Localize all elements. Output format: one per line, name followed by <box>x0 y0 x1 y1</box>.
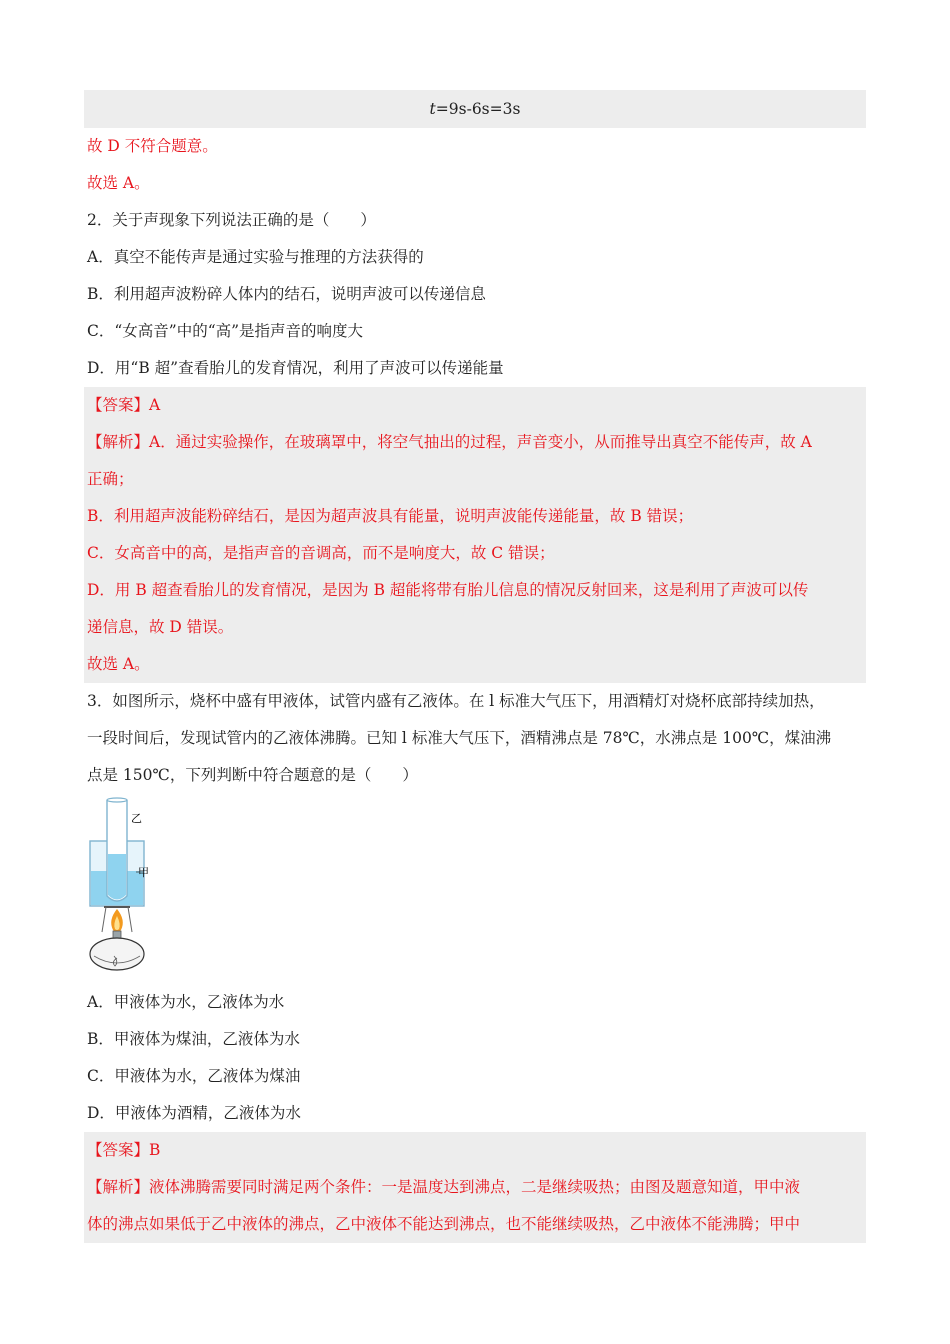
q3-answer: 【答案】B <box>87 1141 161 1159</box>
q1-d-note: 故 D 不符合题意。 <box>87 137 218 155</box>
tube-label: 乙 <box>131 812 142 825</box>
formula-expression: =9s-6s=3s <box>435 100 521 118</box>
q1-choice: 故选 A。 <box>87 174 150 192</box>
q2-analysis-line: 正确； <box>87 470 134 488</box>
q2-analysis-line: C．女高音中的高，是指声音的音调高，而不是响度大，故 C 错误； <box>87 544 555 562</box>
formula-block <box>84 90 866 128</box>
q3-option-a: A．甲液体为水，乙液体为水 <box>87 993 285 1011</box>
beaker-figure <box>84 794 866 984</box>
analysis-label: 【解析】 <box>87 1178 150 1196</box>
q2-analysis-line: D．用 B 超查看胎儿的发育情况，是因为 B 超能将带有胎儿信息的情况反射回来，这是利用了声波可以传 <box>87 581 809 599</box>
q2-answer: 【答案】A <box>87 396 161 414</box>
tube-liquid <box>108 854 126 900</box>
document-page <box>84 90 866 1243</box>
analysis-text: A．通过实验操作，在玻璃罩中，将空气抽出的过程，声音变小，从而推导出真空不能传声，故 A <box>149 433 812 451</box>
q2-choice: 故选 A。 <box>87 655 150 673</box>
stand-leg <box>128 907 132 932</box>
stand-leg <box>102 907 106 932</box>
q3-analysis-line: 体的沸点如果低于乙中液体的沸点，乙中液体不能达到沸点，也不能继续吸热，乙中液体不能沸腾；甲中 <box>87 1215 801 1233</box>
q2-stem: 2．关于声现象下列说法正确的是（ ） <box>87 211 376 229</box>
q3-option-c: C．甲液体为水，乙液体为煤油 <box>87 1067 301 1085</box>
q3-stem-line: 一段时间后，发现试管内的乙液体沸腾。已知 l 标准大气压下，酒精沸点是 78℃，水沸点是 100℃，煤油沸 <box>87 729 832 747</box>
q2-analysis-line: B．利用超声波能粉碎结石，是因为超声波具有能量，说明声波能传递能量，故 B 错误； <box>87 507 694 525</box>
beaker-heating-diagram <box>84 794 174 984</box>
q3-stem-line: 点是 150℃，下列判断中符合题意的是（ ） <box>87 766 418 784</box>
q2-option-b: B．利用超声波粉碎人体内的结石，说明声波可以传递信息 <box>87 285 486 303</box>
q2-option-c: C．“女高音”中的“高”是指声音的响度大 <box>87 322 364 340</box>
q3-analysis-line <box>84 1169 866 1206</box>
formula-variable: t <box>429 100 436 118</box>
q2-option-d: D．用“B 超”查看胎儿的发育情况，利用了声波可以传递能量 <box>87 359 504 377</box>
q3-option-d: D．甲液体为酒精，乙液体为水 <box>87 1104 301 1122</box>
analysis-text: 液体沸腾需要同时满足两个条件：一是温度达到沸点，二是继续吸热；由图及题意知道，甲中液 <box>149 1178 801 1196</box>
q3-stem-line: 3．如图所示，烧杯中盛有甲液体，试管内盛有乙液体。在 l 标准大气压下，用酒精灯对烧杯底部持续加热， <box>87 692 825 710</box>
analysis-label: 【解析】 <box>87 433 150 451</box>
q3-solution-block <box>84 1132 866 1243</box>
q2-analysis-line <box>84 424 866 461</box>
q3-option-b: B．甲液体为煤油，乙液体为水 <box>87 1030 300 1048</box>
beaker-label: 甲 <box>138 866 149 879</box>
q2-analysis-line: 递信息，故 D 错误。 <box>87 618 234 636</box>
lamp-body <box>90 938 144 970</box>
q2-solution-block <box>84 387 866 683</box>
q2-option-a: A．真空不能传声是通过实验与推理的方法获得的 <box>87 248 424 266</box>
